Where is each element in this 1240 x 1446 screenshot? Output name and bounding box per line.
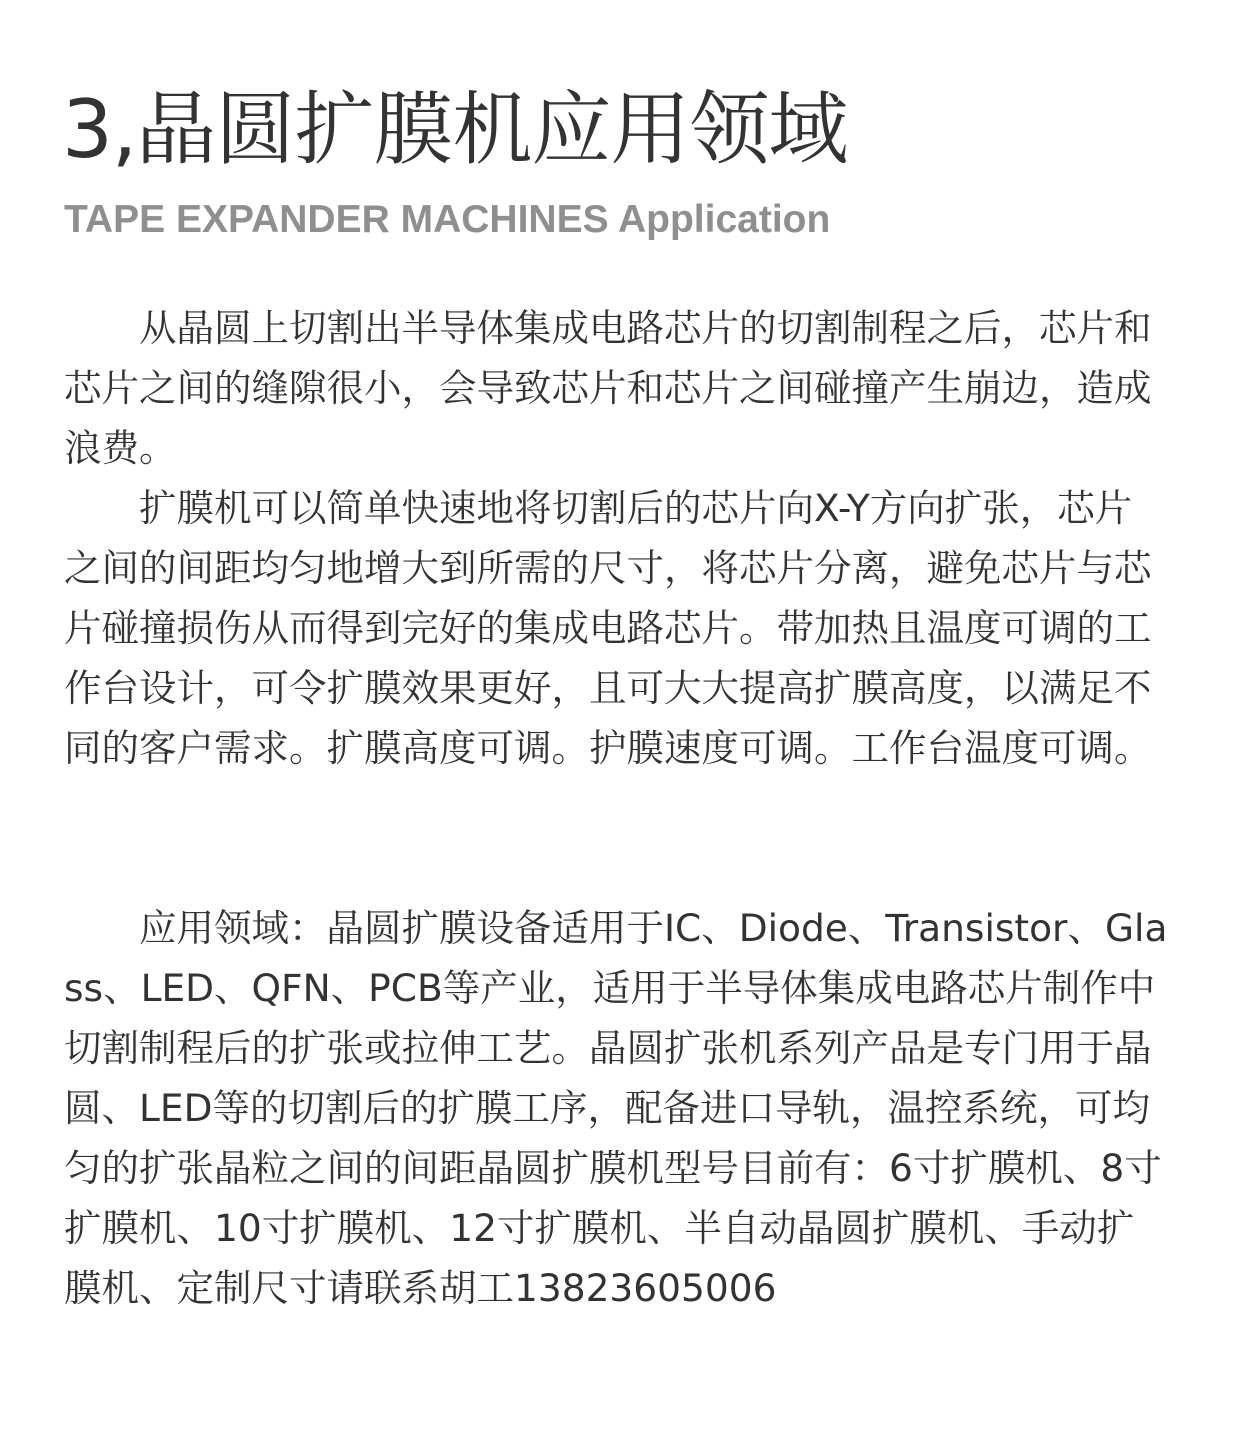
paragraph-function: 扩膜机可以简单快速地将切割后的芯片向X-Y方向扩张，芯片之间的间距均匀地增大到所需的尺寸，将芯片分离，避免芯片与芯片碰撞损伤从而得到完好的集成电路芯片。带加热且温度可调的工作台设计，可令扩膜效果更好，且可大大提高扩膜高度，以满足不同的客户需求。扩膜高度可调。护膜速度可调。工作台温度可调。 [64,486,1152,770]
page-subtitle: TAPE EXPANDER MACHINES Application [64,198,831,241]
page-title: 3,晶圆扩膜机应用领域 [62,83,848,176]
paragraph-application: 应用领域：晶圆扩膜设备适用于IC、Diode、Transistor、Glass、LED、QFN、PCB等产业，适用于半导体集成电路芯片制作中切割制程后的扩张或拉伸工艺。晶圆扩张机系列产品是专门用于晶圆、LED等的切割后的扩膜工序，配备进口导轨，温控系统，可均匀的扩张晶粒之间的间距晶圆扩膜机型号目前有：6寸扩膜机、8寸扩膜机、10寸扩膜机、12寸扩膜机、半自动晶圆扩膜机、手动扩膜机、定制尺寸请联系胡工13823605006 [64,906,1168,1310]
paragraph-intro: 从晶圆上切割出半导体集成电路芯片的切割制程之后，芯片和芯片之间的缝隙很小，会导致芯片和芯片之间碰撞产生崩边，造成浪费。 [64,306,1152,470]
